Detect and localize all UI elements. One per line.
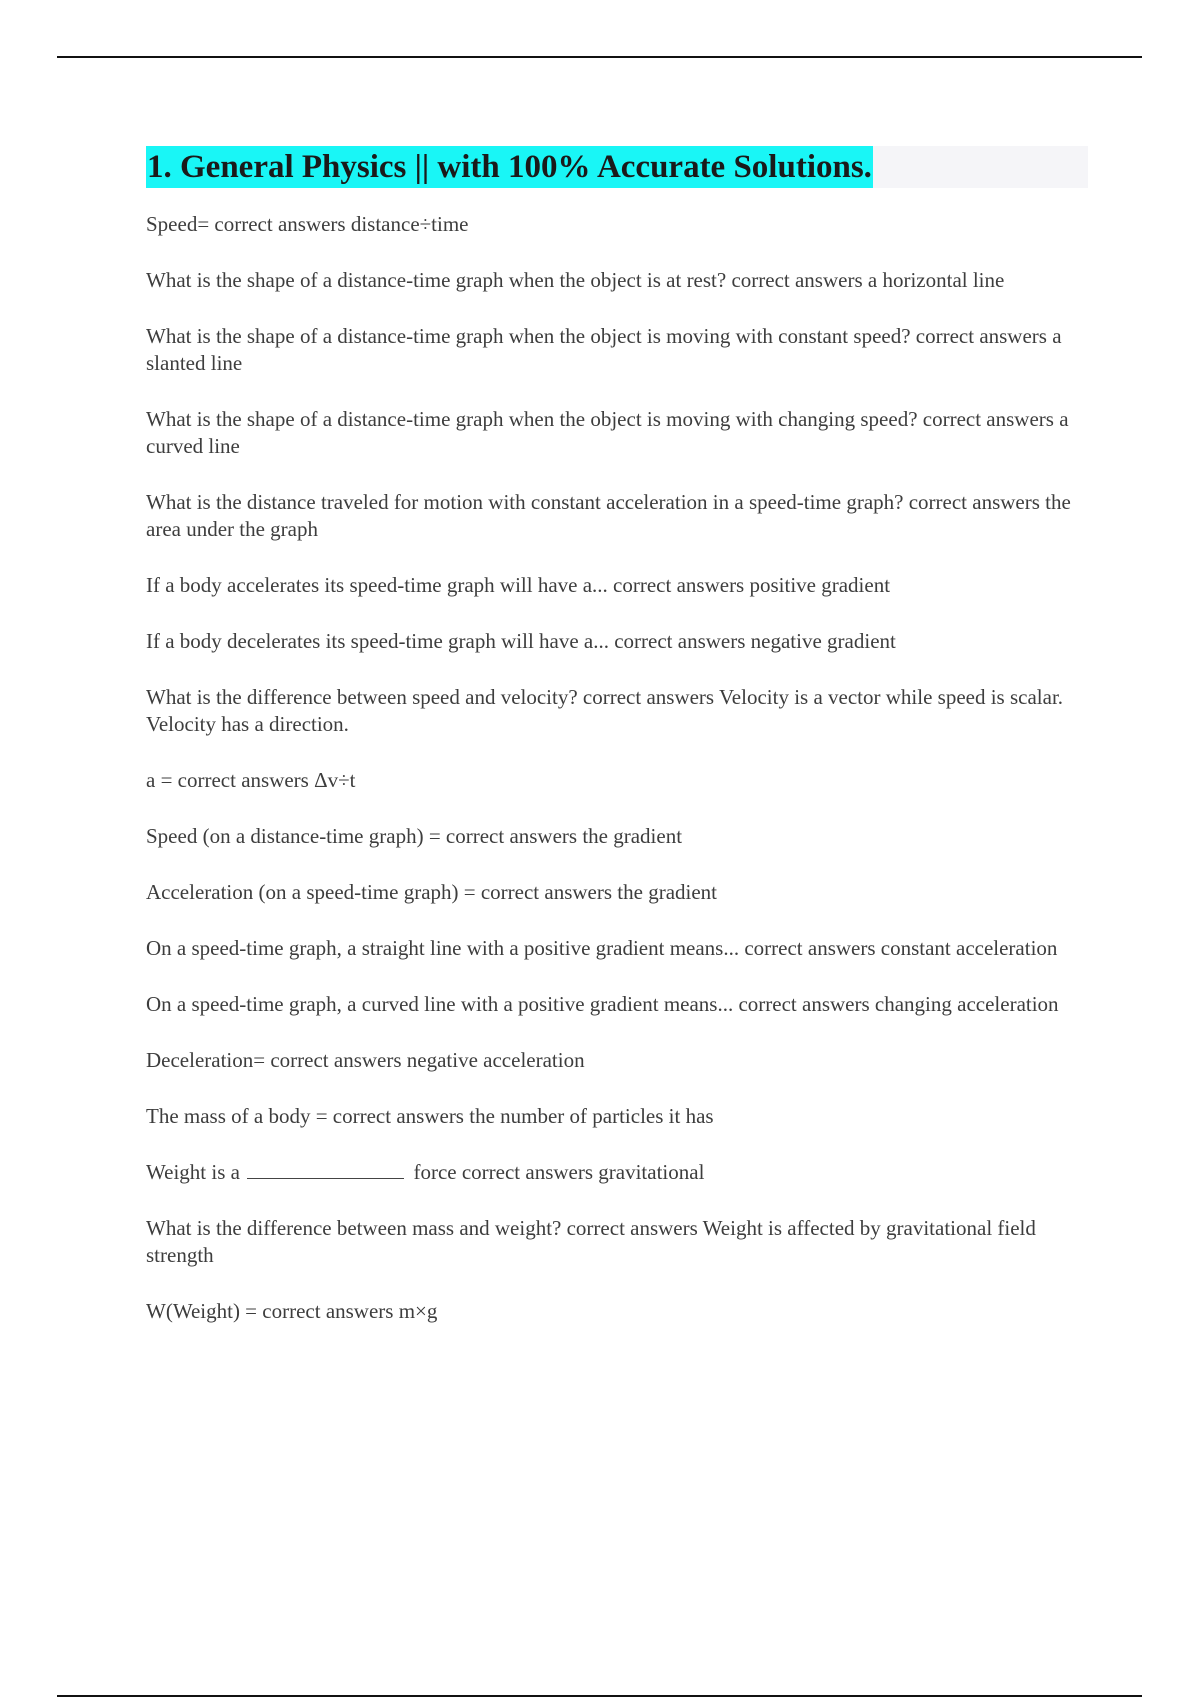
- qa-item: If a body accelerates its speed-time graph will have a... correct answers positive gradient: [146, 573, 891, 597]
- fill-in-blank: [247, 1160, 404, 1179]
- weight-item-prefix: Weight is a: [146, 1160, 240, 1184]
- qa-item: Speed= correct answers distance÷time: [146, 212, 469, 236]
- qa-item: Speed (on a distance-time graph) = correct answers the gradient: [146, 824, 683, 848]
- qa-item: Deceleration= correct answers negative acceleration: [146, 1048, 585, 1072]
- qa-item: What is the distance traveled for motion with constant acceleration in a speed-time graph? correct answers the area under the graph: [146, 490, 1071, 541]
- qa-item: What is the shape of a distance-time graph when the object is at rest? correct answers a horizontal line: [146, 268, 1005, 292]
- qa-item: Acceleration (on a speed-time graph) = correct answers the gradient: [146, 880, 717, 904]
- document-title: 1. General Physics || with 100% Accurate Solutions.: [146, 146, 873, 188]
- qa-item: What is the difference between mass and weight? correct answers Weight is affected by gravitational field strength: [146, 1216, 1036, 1267]
- top-rule: [57, 56, 1142, 58]
- bottom-rule: [57, 1695, 1142, 1697]
- qa-item: a = correct answers Δv÷t: [146, 768, 356, 792]
- title-bar: [146, 146, 1088, 188]
- qa-item-weight: [146, 1159, 1088, 1186]
- document-body: [146, 146, 1088, 1354]
- qa-item: The mass of a body = correct answers the number of particles it has: [146, 1104, 714, 1128]
- qa-item: On a speed-time graph, a curved line with a positive gradient means... correct answers changing acceleration: [146, 992, 1059, 1016]
- qa-item: What is the difference between speed and velocity? correct answers Velocity is a vector while speed is scalar. Velocity has a direction.: [146, 685, 1064, 736]
- qa-item: What is the shape of a distance-time graph when the object is moving with constant speed? correct answers a slanted line: [146, 324, 1062, 375]
- qa-item: What is the shape of a distance-time graph when the object is moving with changing speed? correct answers a curved line: [146, 407, 1069, 458]
- qa-item: If a body decelerates its speed-time graph will have a... correct answers negative gradient: [146, 629, 896, 653]
- qa-item: On a speed-time graph, a straight line with a positive gradient means... correct answers constant acceleration: [146, 936, 1058, 960]
- qa-item: W(Weight) = correct answers m×g: [146, 1299, 438, 1323]
- weight-item-suffix: force correct answers gravitational: [413, 1160, 705, 1184]
